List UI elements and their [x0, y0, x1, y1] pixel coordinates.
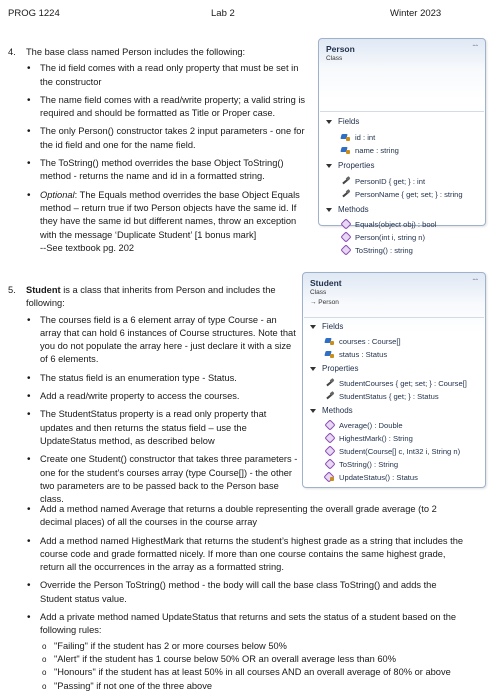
divider [304, 317, 484, 318]
q5-intro-rest: is a class that inherits from Person and includes the following: [26, 285, 276, 309]
field-item: id : int [341, 132, 375, 142]
properties-section-header[interactable]: Properties [310, 364, 358, 373]
property-item: StudentCourses { get; set; } : Course[] [325, 378, 467, 388]
rule-item: o "Honours" if the student has at least 50% in all courses AND an overall average of 80% or above [40, 666, 466, 679]
q4-number: 4. [8, 47, 16, 57]
fields-section-header[interactable]: Fields [326, 117, 359, 126]
property-item: PersonName { get; set; } : string [341, 189, 463, 199]
property-wrench-icon [341, 189, 351, 199]
term-label: Winter 2023 [390, 8, 442, 19]
private-field-icon [341, 132, 351, 142]
property-wrench-icon [341, 176, 351, 186]
properties-section-header[interactable]: Properties [326, 161, 374, 170]
method-item: Person(int i, string n) [341, 232, 425, 242]
expand-triangle-icon [310, 367, 316, 371]
double-chevron-up-icon[interactable]: ˆˆ [472, 44, 478, 53]
expand-triangle-icon [326, 208, 332, 212]
q5-section [26, 284, 298, 511]
list-item: • The only Person() constructor takes 2 input parameters - one for the id field and one for the name field. [26, 125, 308, 152]
method-item: ToString() : string [341, 245, 413, 255]
rule-item: o "Alert" if the student has 1 course below 50% OR an overall average less than 60% [40, 653, 466, 666]
field-item: courses : Course[] [325, 336, 401, 346]
expand-triangle-icon [326, 164, 332, 168]
q4-section [26, 46, 308, 260]
divider [320, 111, 484, 112]
list-item: • Override the Person ToString() method - the body will call the base class ToString() and adds the Student status value. [26, 579, 466, 606]
base-class-label: → Person [310, 299, 339, 306]
course-code: PROG 1224 [8, 8, 60, 19]
method-item: Student(Course[] c, Int32 i, String n) [325, 446, 460, 456]
expand-triangle-icon [310, 409, 316, 413]
expand-triangle-icon [326, 120, 332, 124]
list-item: • The StudentStatus property is a read only property that updates and then returns the status field – use the UpdateStatus method, as described below [26, 408, 298, 448]
list-item: • The status field is an enumeration type - Status. [26, 372, 298, 385]
list-item: • Add a method named Average that returns a double representing the overall grade average (to 2 decimal places) of all the courses in the course array [26, 503, 466, 530]
q5-wide-bullet-list [26, 503, 466, 693]
method-cube-icon [341, 232, 351, 242]
rule-item: o "Failing" if the student has 2 or more courses below 50% [40, 640, 466, 653]
list-item: • The id field comes with a read only property that must be set in the constructor [26, 62, 308, 89]
class-stereotype: Class [310, 289, 327, 296]
property-wrench-icon [325, 391, 335, 401]
person-class-diagram [318, 38, 486, 255]
double-chevron-up-icon[interactable]: ˆˆ [472, 278, 478, 287]
method-cube-icon [325, 459, 335, 469]
list-item: • Add a read/write property to access the courses. [26, 390, 298, 403]
method-item: Average() : Double [325, 420, 403, 430]
property-item: PersonID { get; } : int [341, 176, 425, 186]
method-cube-icon [325, 446, 335, 456]
method-cube-icon [325, 420, 335, 430]
private-field-icon [341, 145, 351, 155]
lab-title: Lab 2 [211, 8, 235, 19]
property-wrench-icon [325, 378, 335, 388]
class-name: Person [326, 44, 355, 54]
method-item: Equals(object obj) : bool [341, 219, 436, 229]
method-item: UpdateStatus() : Status [325, 472, 418, 482]
list-item: • The ToString() method overrides the base Object ToString() method - returns the name and id in a formatted string. [26, 157, 308, 184]
private-field-icon [325, 349, 335, 359]
q5-intro [26, 284, 298, 311]
textbook-reference: --See textbook pg. 202 [40, 242, 135, 253]
list-item: • Create one Student() constructor that takes three parameters - one for the student’s courses array (type Course[]) - the other two parameters are to be passed back to the Person base class. [26, 453, 298, 506]
list-item: • The courses field is a 6 element array of type Course - an array that can hold 6 instances of Course structures. Note that you do not populate the array here - just declare it with a size of 6 elements. [26, 314, 298, 367]
list-item: • Add a private method named UpdateStatus that returns and sets the status of a student based on the following rules: o "Failing" if the student has 2 or more courses below 50% o "Alert" if the student has 1 course below 50% OR an overall average less than 60% o "Honours" if the student has at least 50% in all courses AND an overall average of 80% or above o "Passing" if not one of the three above [26, 611, 466, 693]
method-item: ToString() : String [325, 459, 398, 469]
field-item: status : Status [325, 349, 387, 359]
field-item: name : string [341, 145, 399, 155]
property-item: StudentStatus { get; } : Status [325, 391, 439, 401]
list-item: • Add a method named HighestMark that returns the student’s highest grade as a string that includes the course code and grade formatted nicely. If more than one course contains the same highest grade, return all the occurrences in the array as a formatted string. [26, 535, 466, 575]
q5-wide-section [26, 500, 466, 698]
private-field-icon [325, 336, 335, 346]
method-item: HighestMark() : String [325, 433, 413, 443]
q4-bullet-list [26, 62, 308, 255]
q5-intro-bold: Student [26, 285, 61, 295]
expand-triangle-icon [310, 325, 316, 329]
rule-item: o "Passing" if not one of the three above [40, 680, 466, 693]
fields-section-header[interactable]: Fields [310, 322, 343, 331]
optional-text: : The Equals method overrides the base Object Equals method – return true if two Person objects have the same id. If they have the same id but different names, throw an exception with the message ‘Duplicate Student’ [1 bonus mark] [40, 189, 300, 240]
class-stereotype: Class [326, 55, 343, 62]
methods-section-header[interactable]: Methods [310, 406, 353, 415]
methods-section-header[interactable]: Methods [326, 205, 369, 214]
method-cube-icon [325, 433, 335, 443]
student-class-diagram [302, 272, 486, 488]
class-name: Student [310, 278, 342, 288]
q4-intro: The base class named Person includes the following: [26, 47, 246, 57]
status-rules-list [40, 640, 466, 693]
private-method-icon [325, 472, 335, 482]
q5-number: 5. [8, 285, 16, 295]
list-item [26, 189, 308, 255]
list-item: • The name field comes with a read/write property; a valid string is required and should be formatted as Title or Proper case. [26, 94, 308, 121]
method-cube-icon [341, 219, 351, 229]
optional-label: Optional [40, 189, 75, 200]
q5-bullet-list [26, 314, 298, 507]
method-cube-icon [341, 245, 351, 255]
